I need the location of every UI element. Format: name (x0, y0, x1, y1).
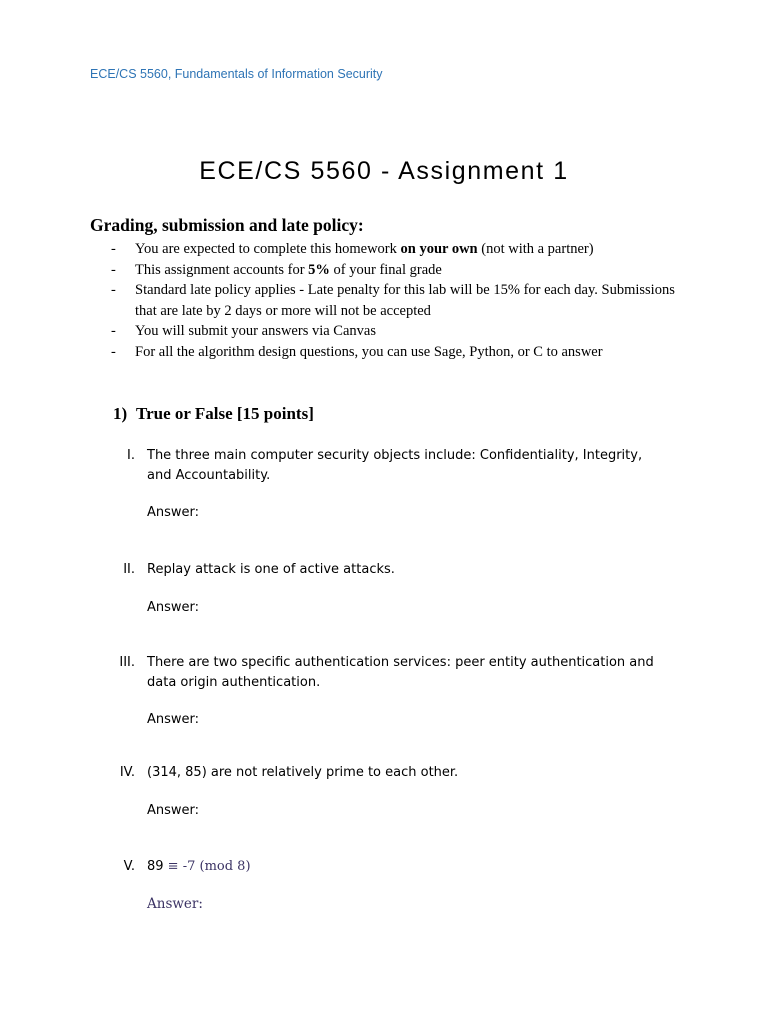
answer-label: Answer: (147, 895, 203, 912)
course-header: ECE/CS 5560, Fundamentals of Information Security (90, 67, 383, 81)
policy-item: - Standard late policy applies - Late penalty for this lab will be 15% for each day. Submissions that are late by 2 days or more will not be accepted (111, 282, 675, 319)
answer-label: Answer: (147, 712, 200, 727)
question-text: Replay attack is one of active attacks. (147, 562, 395, 577)
bullet-dash: - (111, 261, 116, 278)
policy-heading: Grading, submission and late policy: (90, 215, 364, 235)
answer-label: Answer: (147, 599, 200, 615)
policy-item: - You are expected to complete this homework on your own (not with a partner) (90, 239, 690, 260)
section-heading: 1) True or False [15 points] (113, 404, 314, 423)
question-item: III. There are two specific authentication services: peer entity authentication and data origin authentication. Answer: (90, 653, 690, 730)
answer-label: Answer: (147, 802, 200, 818)
answer-label: Answer: (147, 505, 200, 520)
policy-item: - You will submit your answers via Canvas (90, 321, 690, 342)
bullet-dash: - (111, 323, 116, 339)
question-item: I. The three main computer security objects include: Confidentiality, Integrity, and Accountability. Answer: (90, 446, 690, 523)
bullet-dash: - (111, 241, 116, 257)
question-item: V. 89 ≡ -7 (mod 8) Answer: (90, 857, 690, 914)
question-text: 89 ≡ -7 (mod 8) (147, 859, 251, 874)
question-text: The three main computer security objects include: Confidentiality, Integrity, and Accountability. (147, 448, 643, 483)
policy-list (90, 239, 690, 362)
question-text: (314, 85) are not relatively prime to each other. (147, 765, 459, 780)
question-text: There are two specific authentication services: peer entity authentication and data origin authentication. (147, 655, 654, 690)
question-item: IV. (314, 85) are not relatively prime to each other. Answer: (90, 763, 690, 820)
bullet-dash: - (111, 282, 116, 298)
math-expression: ≡ -7 (mod 8) (163, 859, 251, 874)
policy-item: - For all the algorithm design questions, you can use Sage, Python, or C to answer (90, 342, 690, 363)
document-title: ECE/CS 5560 - Assignment 1 (199, 157, 569, 185)
bullet-dash: - (111, 343, 116, 360)
policy-item: - This assignment accounts for 5% of your final grade (90, 260, 690, 281)
question-item: II. Replay attack is one of active attacks. Answer: (90, 560, 690, 617)
